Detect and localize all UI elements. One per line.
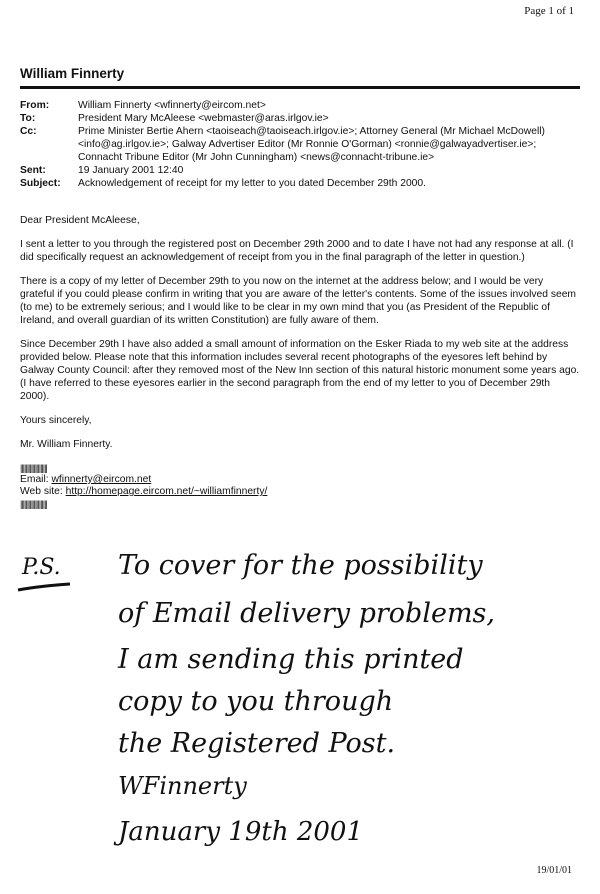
email-line [20,474,580,486]
header-value: Prime Minister Bertie Ahern <taoiseach@taoiseach.irlgov.ie>; Attorney General (Mr Michael McDowell) <info@ag.irlgov.ie>; Galway Advertiser Editor (Mr Ronnie O'Gorman) <ronnie@galwayadvertiser.ie>; Connacht Tribune Editor (Mr John Cunningham) <news@connacht-tribune.ie> [78,126,545,163]
email-body [20,214,580,510]
header-label: Subject: [20,178,61,189]
footer-date: 19/01/01 [536,865,572,876]
signature-bars-bottom: |||||||||||||||||||| [20,499,47,509]
email-link[interactable]: wfinnerty@eircom.net [51,474,152,485]
handwritten-note [0,540,600,860]
email-label: Email: [20,474,49,485]
header-cc [20,125,580,164]
handwritten-line-3: I am sending this printed [118,644,464,675]
sender-name-heading: William Finnerty [20,66,125,81]
handwritten-line-2: of Email delivery problems, [118,598,495,629]
salutation: Dear President McAleese, [20,215,140,226]
website-link[interactable]: http://homepage.eircom.net/~williamfinnerty/ [65,486,268,497]
header-sent [20,164,580,177]
header-from [20,99,580,112]
signature-block [20,462,580,510]
heading-rule [20,86,580,89]
signature-bars-top: |||||||||||||||||||| [20,463,47,473]
header-label: Sent: [20,165,46,176]
ps-label: P.S. [22,555,61,580]
body-paragraph-3: Since December 29th I have also added a small amount of information on the Esker Riada to my web site at the address provided below. Please note that this information includes several recent photographs of the eyesores left behind by Galway County Council: after they removed most of the New Inn section of this natural historic monument some years ago. (I have referred to these eyesores earlier in the second paragraph from the end of my letter to you of December 29th 2000). [20,339,580,402]
header-value: Acknowledgement of receipt for my letter to you dated December 29th 2000. [78,178,426,189]
header-to [20,112,580,125]
header-subject [20,177,580,190]
handwritten-line-4: copy to you through [118,686,394,717]
website-line [20,486,580,498]
handwritten-signature: WFinnerty [118,772,247,800]
page-number: Page 1 of 1 [524,5,574,17]
header-value: William Finnerty <wfinnerty@eircom.net> [78,100,266,111]
ps-underline [18,584,70,590]
header-value: President Mary McAleese <webmaster@aras.irlgov.ie> [78,113,329,124]
header-label: To: [20,113,36,124]
header-label: From: [20,100,50,111]
handwritten-line-1: To cover for the possibility [118,550,483,581]
body-paragraph-2: There is a copy of my letter of December 29th to you now on the internet at the address below; and I would be very grateful if you could please confirm in writing that you are aware of the letter's contents. Some of the issues involved seem (to me) to be extremely serious; and I would like to be clear in my own mind that you (as President of the Republic of Ireland, and overall guardian of its written Constitution) are fully aware of them. [20,276,576,326]
body-paragraph-1: I sent a letter to you through the registered post on December 29th 2000 and to date I have not had any response at all. (I did specifically request an acknowledgement of receipt from you in the final paragraph of the letter in question.) [20,239,574,263]
header-label: Cc: [20,126,37,137]
header-value: 19 January 2001 12:40 [78,165,184,176]
closing: Yours sincerely, [20,415,92,426]
handwritten-line-5: the Registered Post. [118,728,396,759]
website-label: Web site: [20,486,63,497]
email-headers [20,99,580,190]
signature-name: Mr. William Finnerty. [20,439,113,450]
handwritten-date: January 19th 2001 [118,817,364,847]
